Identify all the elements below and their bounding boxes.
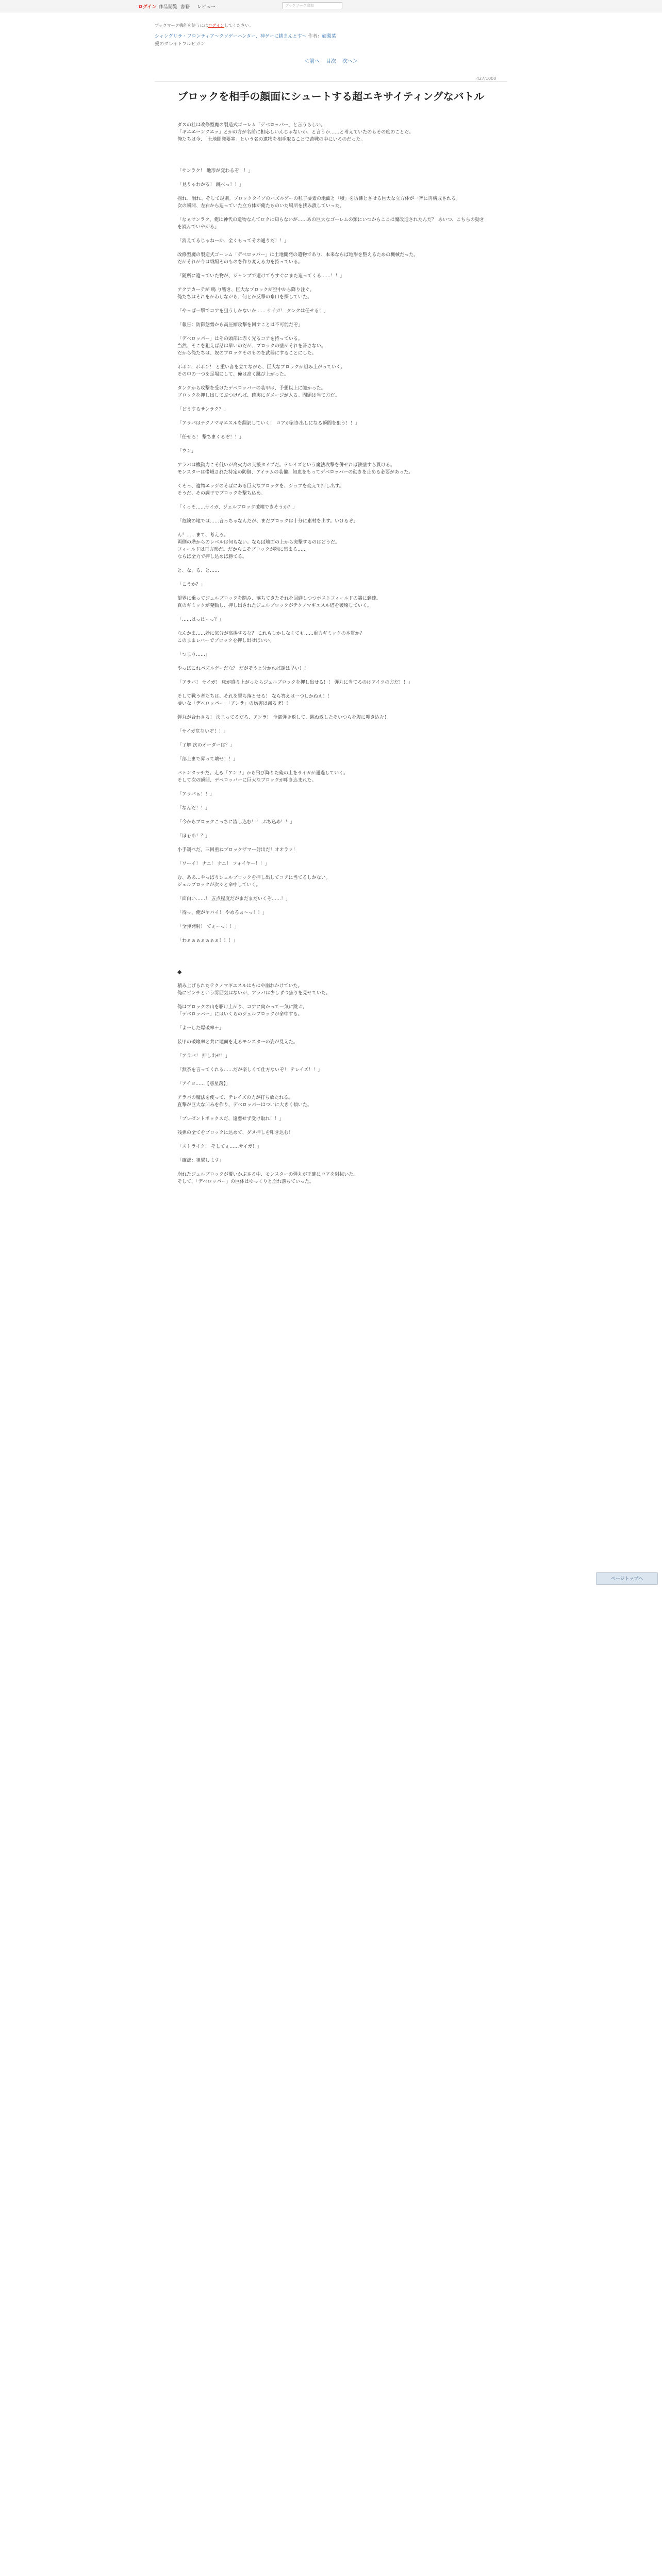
novel-paragraph: 崩れたジェルブロックが覆いかぶさる中、モンスターの弾丸が正確にコアを射抜いた。 そして、「デベロッパー」の巨体はゆっくりと崩れ落ちていった。 <box>177 1172 358 1184</box>
notice-login-link[interactable]: ログイン <box>208 23 225 28</box>
novel-paragraph: 「サイガ危ないぞ！！」 <box>177 729 228 734</box>
novel-paragraph: 「面白い……！ 五点程度だがまだまだいくぞ……！」 <box>177 896 290 902</box>
novel-paragraph: タンクから攻撃を受けたデベロッパーの装甲は、予想以上に脆かった。 ブロックを押し出してぶつければ、確実にダメージが入る。問題は当て方だ。 <box>177 386 340 398</box>
novel-paragraph: ダスの社は改修型魔の製造式ゴーレム「デベロッパー」と言うらしい。 「ギエエーンクエッ」とかの方が名前に相応しいんじゃないか、と言うか……と考えていたのもその度のことだ。 俺たちは今、「土地開発要塞」という名の遺物を相手取ることで苦戦の中にいるのだった。 <box>177 123 414 142</box>
series-title-link[interactable]: シャングリラ・フロンティア～クソゲーハンター、神ゲーに挑まんとす～ <box>155 34 307 39</box>
novel-paragraph: 「報告：防御態勢から高圧縮攻撃を回すことは不可能だぞ」 <box>177 323 303 328</box>
author-link[interactable]: 硬梨菜 <box>322 34 336 39</box>
novel-paragraph: 「こうか？」 <box>177 582 206 587</box>
novel-paragraph: 「今からブロックこっちに流し込む！！ ぶち込め！！」 <box>177 820 295 825</box>
chapter-group: 愛のグレイトフルビガン <box>155 42 205 47</box>
novel-paragraph: 改修型魔の製造式ゴーレム「デベロッパー」は土地開発の遺物であり、本来ならば地形を整えるための機械だった。 だがそれが今は戦場そのものを作り変える力を持っている。 <box>177 252 419 265</box>
divider <box>155 81 507 82</box>
novel-paragraph: 「どうするサンラク？」 <box>177 407 228 412</box>
login-notice <box>155 23 253 28</box>
novel-paragraph: 揺れ、崩れ、そして規則。ブロックタイプのバズルゲーの粒子要素の地面と「積」を彷彿とさせる巨大な立方体が一斉に再構成される。 次の瞬間、左右から迫っていた立方体が俺たちのいた場所を挟み潰していった。 <box>177 196 461 209</box>
novel-paragraph: と、な、る、と…… <box>177 568 220 573</box>
novel-paragraph: 「無茶を言ってくれる……だが楽しくて仕方ないぞ！ テレイズ！！」 <box>177 1067 323 1073</box>
novel-paragraph: 「なぁサンラク、俺は神代の遺物なんてロクに知らないが……あの巨大なゴーレムの類にいつからここは魔改造されたんだ？ あいつ、こちらの動きを読んでいやがる」 <box>177 217 485 230</box>
novel-paragraph: 「了解 次のオーダーは？」 <box>177 743 235 748</box>
novel-paragraph: 「よーしだ爆破率＋」 <box>177 1026 224 1031</box>
novel-paragraph: 「デベロッパー」はその頭部に赤く光るコアを持っている。 当然、そこを狙えば話は早いのだが、ブロックの壁がそれを許さない。 だから俺たちは、奴のブロックそのものを武器にすることにした。 <box>177 336 326 356</box>
novel-paragraph: 積み上げられたテクノマギエスルはもはや崩れかけていた。 俺にピンチという雰囲気はないが、アラバは少しずつ焦りを見せていた。 <box>177 984 331 996</box>
novel-paragraph: ボボン、ボボン！ と重い音を立てながら、巨大なブロックが組み上がっていく。 その中の一つを足場にして、俺は高く跳び上がった。 <box>177 365 345 377</box>
page-top-button[interactable]: ページトップへ <box>596 1572 658 1585</box>
page-number: 427/1000 <box>476 76 496 81</box>
novel-paragraph <box>177 150 487 167</box>
author-label: 作者： <box>308 34 322 39</box>
novel-paragraph: なんかま……妙に気分が高揚するな？ これもしかしなくても……重力ギミックの本質か？ このままレバーでブロックを押し出せばいい。 <box>177 631 365 643</box>
novel-paragraph: 「随所に遺っていた物が、ジャンプで避けてもすぐにまた迫ってくる……！！」 <box>177 274 345 279</box>
novel-paragraph: 「プレゼントボックスだ、遠慮せず受け取れ！！」 <box>177 1116 284 1122</box>
novel-paragraph <box>177 951 487 969</box>
notice-suffix: してください。 <box>224 23 254 28</box>
novel-paragraph: やっぱこれパズルゲーだな？ だがそうと分かれば話は早い！！ <box>177 666 309 671</box>
notice-prefix: ブックマーク機能を使うには <box>155 23 208 28</box>
novel-paragraph: 「わぁぁぁぁぁぁぁ！！！」 <box>177 938 238 943</box>
novel-paragraph: 「ストライク！ そしてぇ……サイガ！」 <box>177 1144 262 1149</box>
novel-paragraph: 望界に乗ってジェルブロックを踏み、落ちてきたそれを回避しつつポストフィールドの端に到達。 真のギミックが発動し、押し出されたジェルブロックがテクノマギエスル塔を破壊していく。 <box>177 596 381 608</box>
novel-paragraph: 「確認：狙撃します」 <box>177 1158 224 1163</box>
novel-paragraph: 「任せろ！ 撃ちまくるぞ！！」 <box>177 435 244 440</box>
novel-paragraph: む、ああ…やっぱりシェルブロックを押し出してコアに当てるしかない。 ジェルブロックが次々と命中していく。 <box>177 875 330 888</box>
novel-paragraph: 残弾の全てをブロックに込めて、ダメ押しを叩き込む！ <box>177 1130 293 1136</box>
next-chapter-link[interactable]: 次へ＞ <box>342 59 358 64</box>
novel-paragraph: 「ワーイ！ ナニ！ ナニ！ フォイヤー！！」 <box>177 861 270 867</box>
prev-chapter-link[interactable]: ＜前へ <box>304 59 320 64</box>
novel-paragraph: 「なんだ！！」 <box>177 806 210 811</box>
novel-paragraph: 「……はっはーっ？」 <box>177 617 224 622</box>
novel-paragraph: アラバは機動力こそ低いが高火力の支援タイプだ。テレイズという魔法攻撃を併せれば鉄壁すら貫ける。 モンスターは帯域された特定の防御、アイテムの装備、知恵をもってデベロッパーの動きを止める必要があった。 <box>177 463 413 475</box>
novel-paragraph: 「見りゃわかる！ 跳べっ！！」 <box>177 182 244 188</box>
novel-paragraph: 「待っ、俺がヤバイ！ やめろぉ〜っ！！」 <box>177 910 267 916</box>
novel-paragraph: 小手調べだ。三回重ねブロックザマー射出だ！オオラァ！ <box>177 848 298 853</box>
novel-paragraph: 「ほぉあ！？」 <box>177 834 210 839</box>
novel-paragraph: アクアカーテが 鳴 り響き、巨大なブロックが空中から降り注ぐ。 俺たちはそれをかわしながら、何とか反撃の糸口を探していた。 <box>177 287 315 300</box>
nav-works[interactable]: 作品閲覧 <box>159 5 178 10</box>
novel-paragraph: 弾丸が合わさる！ 決まってるだろ、アンラ！ 全部弾き返して、跳ね返したそいつらを腹に叩き込む！ <box>177 715 389 720</box>
novel-paragraph: アラバの魔法を使って、テレイズの力が打ち放たれる。 直撃が巨大な凹みを作り、デベロッパーはついに大きく傾いた。 <box>177 1095 312 1108</box>
novel-paragraph: 俺はブロックの山を駆け上がり、コアに向かって一気に跳ぶ。 「デベロッパー」にはいくらのジェルブロックが命中する。 <box>177 1005 308 1017</box>
novel-paragraph: 「部上まで昇って壊せ！！」 <box>177 757 238 762</box>
nav-books[interactable]: 書籍 <box>180 5 190 10</box>
novel-paragraph: パトンタッチだ。走る「アンリ」から飛び降りた俺の上をサイガが通過していく。 そして次の瞬間、デベロッパーに巨大なブロックが叩き込まれた。 <box>177 771 349 783</box>
novel-paragraph: 「ウン」 <box>177 449 196 454</box>
novel-paragraph: ◆ <box>177 969 182 975</box>
novel-paragraph: 「アラバ！ 押し出せ！」 <box>177 1054 230 1059</box>
novel-paragraph: 「危険の地では……言っちゃなんだが、まだブロックは十分に素材を出す。いけるぞ」 <box>177 519 358 524</box>
novel-paragraph: 「アイヨ……【惑星落】」 <box>177 1081 230 1087</box>
novel-paragraph: 「つまり……」 <box>177 652 210 657</box>
novel-paragraph: 「消えてるじゃねーか、全くもってその通りだ！！」 <box>177 239 289 244</box>
novel-paragraph: 「全弾発射！ てぇーっ！！」 <box>177 924 239 929</box>
toc-link[interactable]: 目次 <box>326 59 336 64</box>
series-info <box>155 33 516 48</box>
nav-reviews[interactable]: レビュー <box>197 5 216 10</box>
novel-paragraph: そして戦う者たちは、それを撃ち落とせる！ なら答えは一つしかねえ！！ 要いな「デベロッパー」「アンラ」の妨害は減るぜ！！ <box>177 694 332 706</box>
site-header <box>0 0 662 12</box>
chapter-title: ブロックを相手の顔面にシュートする超エキサイティングなバトル <box>177 90 485 103</box>
chapter-pager <box>289 57 373 64</box>
novel-paragraph: くそっ、遺物エッジのそばにある巨大なブロックを、ジョブを変えて押し出す。 そうだ、その調子でブロックを撃ち込め。 <box>177 484 344 496</box>
novel-paragraph: 「くっそ……サイガ、ジェルブロック破壊できそうか？」 <box>177 505 297 510</box>
novel-paragraph: 「アラバぁ！！」 <box>177 792 215 797</box>
novel-paragraph: 「サンラク！ 地形が変わるぞ！！」 <box>177 168 253 174</box>
novel-body <box>177 122 487 1192</box>
novel-paragraph: 装甲の破壊率と共に地面を走るモンスターの姿が見えた。 <box>177 1040 298 1045</box>
login-link[interactable]: ログイン <box>138 5 157 10</box>
novel-paragraph: 「やっぱ一撃でコアを狙うしかないか…… サイガ！ タンクは任せる！」 <box>177 309 328 314</box>
novel-paragraph: 「アラバはテクノマギエスルを翻訳していく！ コアが剥き出しになる瞬間を狙う！！」 <box>177 421 360 426</box>
bookmark-search-input[interactable]: ブックマーク追加 <box>283 2 342 9</box>
novel-paragraph: ん？……まて、考えろ。 両側の塔からのレベルは何もない。ならば地面の上から突撃するのはどうだ。 フィールドは正方形だ。だからこそブロックが隅に集まる…… ならば全力で押し込めば勝てる。 <box>177 533 340 560</box>
novel-paragraph: 「アラバ！ サイガ！ 床が盛り上がったらジェルブロックを押し出せる！！ 弾丸に当てるのはアイツの方だ！！」 <box>177 680 413 685</box>
